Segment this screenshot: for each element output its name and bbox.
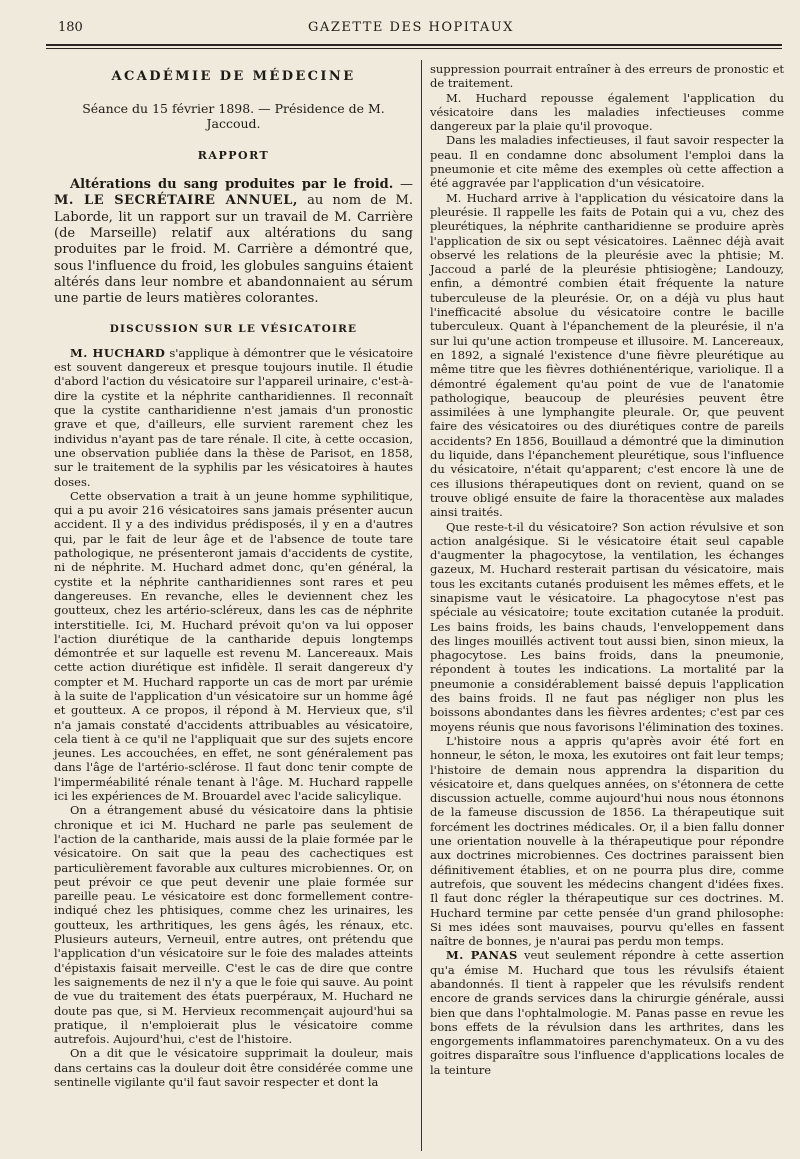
paragraph [430, 948, 784, 1077]
lead-speaker: M. LE SECRÉTAIRE ANNUEL, [54, 193, 298, 209]
discussion-heading: DISCUSSION SUR LE VÉSICATOIRE [109, 322, 358, 335]
paragraph [54, 346, 413, 489]
lead-paragraph: Altérations du sang produites par le froid. — M. LE SECRÉTAIRE ANNUEL, au nom de M. Laborde, lit un rapport sur un travail de M. Carrière (de Marseille) relatif aux altérations du sang produites par le froid. M. Carrière a démontré que, sous l'influence du froid, les globules sanguins étaient altérés dans leur nombre et abandonnaient au sérum une partie de leurs matières colorantes. [54, 177, 413, 307]
speaker-name: M. PANAS [446, 948, 518, 963]
paragraph: M. Huchard repousse également l'application du vésicatoire dans les maladies infectieuses comme dangereux par la plaie qu'il provoque. [430, 90, 784, 134]
lead-text: au nom de M. Laborde, lit un rapport sur un travail de M. Carrière (de Marseille) relatif aux altérations du sang produites par le froid. M. Carrière a démontré que, sous l'influence du froid, les globules sanguins étaient altérés dans leur nombre et abandonnaient au sérum une partie de leurs matières colorantes. [54, 193, 413, 307]
right-column [430, 62, 784, 1077]
paragraph-text: s'applique à démontrer que le vésicatoire est souvent dangereux et presque toujours inutile. Il étudie d'abord l'action du vésicatoire sur l'appareil urinaire, c'est-à-dire la cystite et la néphrite cantharidiennes. Il reconnaît que la cystite cantharidienne n'est jamais d'un pronostic grave et que, d'ailleurs, elle survient rarement chez les individus n'ayant pas de tare rénale. Il cite, à cette occasion, une observation publiée dans la thèse de Parisot, en 1858, sur le traitement de la syphilis par les vésicatoires à hautes doses. [54, 345, 413, 489]
paragraph: On a étrangement abusé du vésicatoire dans la phtisie chronique et ici M. Huchard ne parle pas seulement de l'action de la cantharide, mais aussi de la plaie formée par le vésicatoire. On sait que la peau des cachectiques est particulièrement favorable aux cultures microbiennes. Or, on peut prévoir ce que peut devenir une plaie formée sur pareille peau. Le vésicatoire est donc formellement contre-indiqué chez les phtisiques, comme chez les urinaires, les goutteux, les arthritiques, les gens âgés, les rénaux, etc. Plusieurs auteurs, Verneuil, entre autres, ont prétendu que l'application d'un vésicatoire sur le foie des malades atteints d'épistaxis faisait merveille. C'est le cas de dire que contre les saignements de nez il n'y a que le foie qui sauve. Au point de vue du traitement des états puerpéraux, M. Huchard ne doute pas que, si M. Hervieux recommençait aujourd'hui sa pratique, il n'emploierait plus le vésicatoire comme autrefois. Aujourd'hui, c'est de l'histoire. [54, 803, 413, 1047]
header-rule-thick [46, 44, 782, 46]
paragraph: suppression pourrait entraîner à des erreurs de pronostic et de traitement. [430, 62, 784, 91]
running-title: GAZETTE DES HOPITAUX [308, 20, 514, 35]
page-number: 180 [58, 20, 83, 35]
paragraph: Dans les maladies infectieuses, il faut savoir respecter la peau. Il en condamne donc absolument l'emploi dans la pneumonie et cite même des exemples où cette affection a été aggravée par l'application d'un vésicatoire. [430, 133, 784, 191]
column-divider [421, 60, 422, 1151]
paragraph: L'histoire nous a appris qu'après avoir été fort en honneur, le séton, le moxa, les exutoires ont fait leur temps; l'histoire de demain nous apprendra la disparition du vésicatoire et, dans quelques années, on s'étonnera de cette discussion actuelle, comme aujourd'hui nous nous étonnons de la fameuse discussion de 1856. La thérapeutique suit forcément les doctrines médicales. Or, il a bien fallu donner une orientation nouvelle à la thérapeutique pour répondre aux doctrines microbiennes. Ces doctrines paraissent bien définitivement établies, et on ne pourra plus dire, comme autrefois, que souvent les médecins changent d'idées fixes. Il faut donc régler la thérapeutique sur ces doctrines. M. Huchard termine par cette pensée d'un grand philosophe: Si mes idées sont mauvaises, pourvu qu'elles en fassent naître de bonnes, je n'aurai pas perdu mon temps. [430, 733, 784, 949]
paragraph: Que reste-t-il du vésicatoire? Son action révulsive et son action analgésique. Si le vésicatoire était seul capable d'augmenter la phagocytose, la ventilation, les échanges gazeux, M. Huchard resterait partisan du vésicatoire, mais tous les excitants cutanés produisent les mêmes effets, et le sinapisme vaut le vésicatoire. La phagocytose n'est pas spéciale au vésicatoire; toute excitation cutanée la produit. Les bains froids, les bains chauds, l'enveloppement dans des linges mouillés activent tout aussi bien, sinon mieux, la phagocytose. Les bains froids, dans la pneumonie, répondent à toutes les indications. La mortalité par la pneumonie a considérablement baissé depuis l'application des bains froids. Il ne faut pas négliger non plus les boissons abondantes dans les fièvres ardentes; c'est par ces moyens réunis que nous favorisons l'élimination des toxines. [430, 519, 784, 734]
paragraph: Cette observation a trait à un jeune homme syphilitique, qui a pu avoir 216 vésicatoires sans jamais présenter aucun accident. Il y a des individus prédisposés, il y en a d'autres qui, par le fait de leur âge et de l'absence de toute tare pathologique, ne présenteront jamais d'accidents de cystite, ni de néphrite. M. Huchard admet donc, qu'en général, la cystite et la néphrite cantharidiennes sont rares et peu dangereuses. En revanche, elles le deviennent chez les goutteux, chez les artério-scléreux, dans les cas de néphrite interstitielle. Ici, M. Huchard prévoit qu'on va lui opposer l'action diurétique de la cantharide depuis longtemps démontrée et sur laquelle est revenu M. Lancereaux. Mais cette action diurétique est infidèle. Il serait dangereux d'y compter et M. Huchard rapporte un cas de mort par urémie à la suite de l'application d'un vésicatoire sur un homme âgé et goutteux. A ce propos, il répond à M. Hervieux que, s'il n'a jamais constaté d'accidents attribuables au vésicatoire, cela tient à ce qu'il ne l'appliquait que sur des sujets encore jeunes. Les accouchées, en effet, ne sont généralement pas dans l'âge de l'artério-sclérose. Il faut donc tenir compte de l'imperméabilité rénale tenant à l'âge. M. Huchard rappelle ici les expériences de M. Brouardel avec l'acide salicylique. [54, 488, 413, 804]
header-rule-thin [46, 48, 782, 49]
page-header [40, 14, 782, 38]
rapport-heading: RAPPORT [197, 148, 270, 162]
session-line: Séance du 15 février 1898. — Présidence de M. Jaccoud. [82, 101, 385, 131]
speaker-name: M. HUCHARD [70, 345, 166, 360]
paragraph-text: veut seulement répondre à cette assertion qu'a émise M. Huchard que tous les révulsifs étaient abandonnés. Il tient à rappeler que les révulsifs rendent encore de grands services dans la chirurgie générale, aussi bien que dans l'ophtalmologie. M. Panas passe en revue les bons effets de la révulsion dans les arthrites, dans les engorgements inflammatoires parenchymateux. On a vu des goitres disparaître sous l'influence d'applications locales de la teinture [430, 948, 784, 1077]
paragraph: M. Huchard arrive à l'application du vésicatoire dans la pleurésie. Il rappelle les faits de Potain qui a vu, chez des pleurétiques, la néphrite cantharidienne se produire après l'application de six ou sept vésicatoires. Laënnec déjà avait observé les relations de la pleurésie avec la phtisie; M. Jaccoud a parlé de la pleurésie phtisiogène; Landouzy, enfin, a démontré combien était fréquente la nature tuberculeuse de la pleurésie. Or, on a déjà vu plus haut l'inefficacité absolue du vésicatoire contre le bacille tuberculeux. Quant à l'épanchement de la pleurésie, il n'a sur lui qu'une action trompeuse et illusoire. M. Lancereaux, en 1892, a signalé l'existence d'une fièvre pleurétique au même titre que les fièvres dothiénentérique, variolique. Il a démontré également qu'au point de vue de l'anatomie pathologique, beaucoup de pleurésies peuvent être assimilées à une lymphangite pleurale. Or, que peuvent faire des vésicatoires ou des diurétiques contre de pareils accidents? En 1856, Bouillaud a démontré que la diminution du liquide, dans l'épanchement pleurétique, sous l'influence du vésicatoire, n'était qu'apparent; c'est encore là une de ces illusions thérapeutiques dont on revient, quand on se trouve obligé ensuite de faire la thoracentèse aux malades ainsi traités. [430, 190, 784, 520]
paragraph: On a dit que le vésicatoire supprimait la douleur, mais dans certains cas la douleur doit être considérée comme une sentinelle vigilante qu'il faut savoir respecter et dont la [54, 1046, 413, 1089]
lead-title: Altérations du sang produites par le froid. [70, 177, 394, 193]
left-column [54, 62, 413, 1089]
section-title: ACADÉMIE DE MÉDECINE [111, 69, 356, 84]
